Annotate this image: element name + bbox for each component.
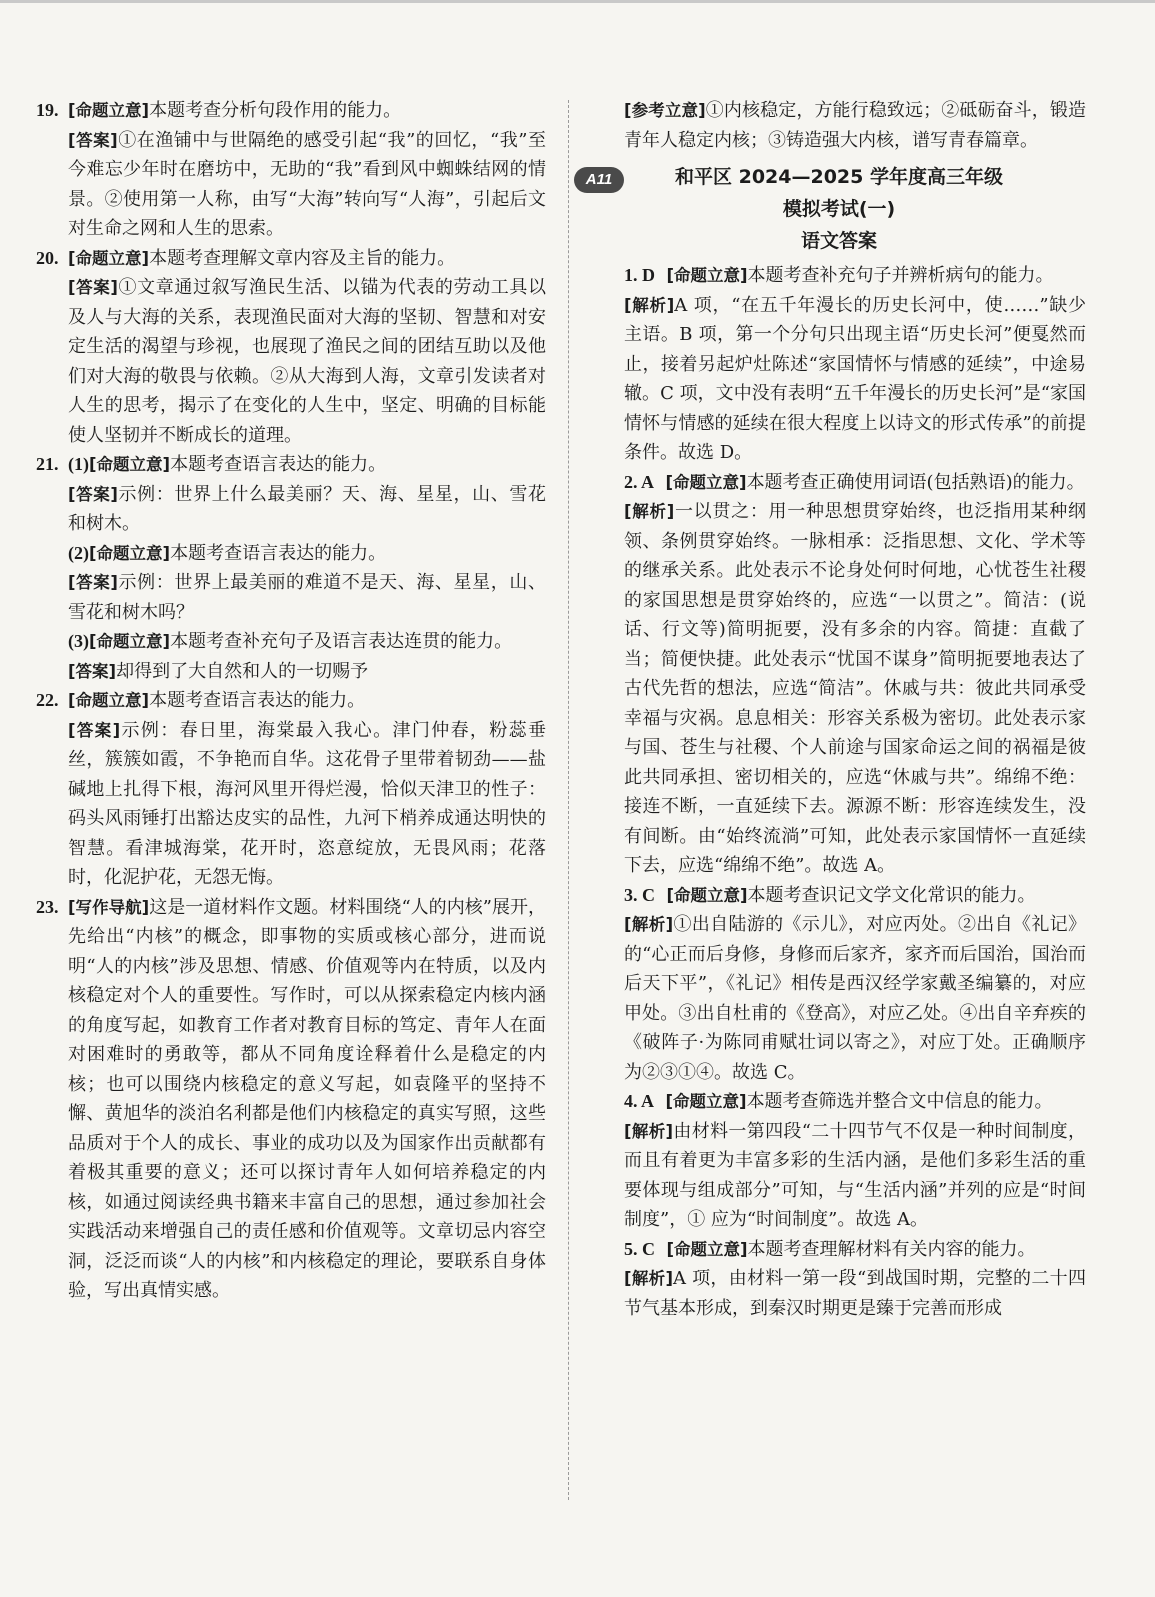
question-number: 4. A (624, 1091, 655, 1111)
answer-text: 示例：世界上最美丽的难道不是天、海、星星，山、雪花和树木吗？ (68, 572, 546, 623)
analysis-label: [解析] (624, 295, 675, 315)
part-number: (2) (68, 542, 89, 563)
reference-label: [参考立意] (624, 101, 706, 120)
part-number: (3) (68, 631, 89, 651)
tag-text: 本题考查正确使用词语(包括熟语)的能力。 (746, 471, 1085, 493)
top-edge (0, 0, 1155, 3)
answer-text: 示例：世界上什么最美丽？天、海、星星，山、雪花和树木。 (68, 483, 546, 534)
tag-text: 本题考查语言表达的能力。 (149, 690, 366, 711)
tag-text: 本题考查语言表达的能力。 (170, 454, 387, 475)
section-header (585, 161, 1086, 257)
question-number: 5. C (624, 1238, 655, 1259)
analysis-label: [解析] (624, 502, 675, 521)
analysis-text: 一以贯之：用一种思想贯穿始终，也泛指用某种纲领、条例贯穿始终。一脉相承：泛指思想、文化、学术等的继承关系。此处表示不论身处何时何地，心忧苍生社稷的家国思想是贯穿始终的，应选“一以贯之”。简洁：(说话、行文等)简明扼要，没有多余的内容。简捷：直截了当；简便快捷。此处表示“忧国不谋身”简明扼要地表达了古代先哲的想法，应选“简洁”。休戚与共：彼此共同承受幸福与灾祸。息息相关：形容关系极为密切。此处表示家与国、苍生与社稷、个人前途与国家命运之间的祸福是彼此共同承担、密切相关的，应选“休戚与共”。绵绵不绝：接连不断，一直延续下去。源源不断：形容连续发生，没有间断。由“始终流淌”可知，此处表示家国情怀一直延续下去，应选“绵绵不绝”。故选 A。 (624, 501, 1086, 876)
answer-text: ①在渔铺中与世隔绝的感受引起“我”的回忆，“我”至今难忘少年时在磨坊中，无助的“我”看到风中蜘蛛结网的情景。②使用第一人称，由写“大海”转向写“人海”，引起后文对生命之网和人生的思索。 (68, 129, 546, 239)
reference-text: ①内核稳定，方能行稳致远；②砥砺奋斗，锻造青年人稳定内核；③铸造强大内核，谱写青春篇章。 (624, 100, 1087, 151)
answer-2 (592, 468, 1086, 881)
analysis-text: 由材料一第四段“二十四节气不仅是一种时间制度，而且有着更为丰富多彩的生活内涵，是他们多彩生活的重要体现与组成部分”可知，与“生活内涵”并列的应是“时间制度”，① 应为“时间制度”。故选 A。 (624, 1120, 1086, 1230)
answer-label: [答案] (68, 661, 117, 681)
answer-heading: 语文答案 (800, 230, 877, 252)
tag-label: [命题立意] (89, 543, 171, 563)
question-number: 2. A (624, 471, 655, 492)
answer-label: [答案] (68, 573, 118, 592)
analysis-label: [解析] (624, 915, 674, 934)
question-number: 19. (36, 100, 59, 120)
exam-title: 和平区 2024—2025 学年度高三年级 (675, 166, 1003, 188)
tag-label: [命题立意] (68, 248, 150, 268)
question-number: 1. D (624, 265, 655, 285)
analysis-text: ①出自陆游的《示儿》，对应丙处。②出自《礼记》的“心正而后身修，身修而后家齐，家齐而后国治，国治而后天下平”，《礼记》相传是西汉经学家戴圣编纂的，对应甲处。③出自杜甫的《登高》，对应乙处。④出自辛弃疾的《破阵子·为陈同甫赋壮词以寄之》，对应丁处。正确顺序为②③①④。故选 C。 (624, 914, 1087, 1083)
tag-text: 本题考查补充句子并辨析病句的能力。 (747, 265, 1054, 286)
left-column (36, 96, 546, 1306)
column-divider (568, 100, 569, 1500)
tag-text: 本题考查补充句子及语言表达连贯的能力。 (170, 631, 513, 652)
tag-text: 本题考查识记文学文化常识的能力。 (747, 884, 1036, 906)
answer-text: 示例：春日里，海棠最入我心。津门仲春，粉蕊垂丝，簇簇如霞，不争艳而自华。这花骨子里带着韧劲——盐碱地上扎得下根，海河风里开得烂漫，恰似天津卫的性子：码头风雨锤打出豁达皮实的品性，九河下梢养成通达明快的智慧。看津城海棠，花开时，恣意绽放，无畏风雨；花落时，化泥护花，无怨无悔。 (68, 719, 546, 888)
answer-1 (592, 261, 1086, 468)
answer-text: 却得到了大自然和人的一切赐予 (116, 660, 369, 682)
analysis-text: A 项，“在五千年漫长的历史长河中，使……”缺少主语。B 项，第一个分句只出现主语“历史长河”便戛然而止，接着另起炉灶陈述“家国情怀与情感的延续”，中途易辙。C 项，文中没有表明“五千年漫长的历史长河”是“家国情怀与情感的延续在很大程度上以诗文的形式传承”的前提条件。故选 D。 (624, 294, 1086, 463)
answer-label: [答案] (68, 278, 118, 297)
part-number: (1) (68, 454, 89, 474)
tag-label: [命题立意] (68, 101, 150, 120)
tag-label: [命题立意] (666, 266, 748, 285)
tag-label: [命题立意] (68, 691, 150, 710)
answer-20 (36, 244, 546, 451)
question-number: 22. (36, 690, 59, 710)
answer-label: [答案] (68, 130, 118, 150)
analysis-text: A 项，由材料一第一段“到战国时期，完整的二十四节气基本形成，到秦汉时期更是臻于完善而形成 (624, 1268, 1086, 1319)
answer-3 (592, 881, 1086, 1088)
right-column (585, 96, 1087, 1323)
answer-5 (592, 1235, 1086, 1324)
answer-22 (36, 686, 546, 893)
tag-label: [命题立意] (665, 1092, 747, 1111)
tag-text: 本题考查理解材料有关内容的能力。 (747, 1238, 1036, 1260)
tag-text: 本题考查筛选并整合文中信息的能力。 (746, 1091, 1053, 1112)
question-number: 20. (36, 247, 59, 268)
answer-19 (36, 96, 546, 244)
analysis-label: [解析] (624, 1269, 674, 1288)
section-badge: A11 (574, 167, 624, 193)
reference-theme (592, 96, 1086, 155)
tag-label: [命题立意] (89, 632, 171, 651)
tag-label: [命题立意] (666, 1239, 748, 1259)
analysis-label: [解析] (624, 1121, 674, 1141)
tag-label: [命题立意] (89, 455, 171, 474)
tag-text: 本题考查分析句段作用的能力。 (149, 100, 402, 121)
answer-label: [答案] (68, 720, 121, 740)
answer-label: [答案] (68, 484, 118, 504)
tag-label: [写作导航] (68, 897, 150, 917)
answer-21 (36, 450, 546, 686)
answer-4 (592, 1087, 1086, 1235)
tag-label: [命题立意] (666, 885, 748, 905)
tag-label: [命题立意] (665, 472, 747, 492)
exam-subtitle: 模拟考试(一) (782, 198, 896, 220)
tag-text: 本题考查语言表达的能力。 (170, 542, 387, 564)
question-number: 3. C (624, 884, 655, 905)
answer-23 (36, 893, 546, 1306)
answer-text: ①文章通过叙写渔民生活、以锚为代表的劳动工具以及人与大海的关系，表现渔民面对大海的坚韧、智慧和对安定生活的渴望与珍视，也展现了渔民之间的团结互助以及他们对大海的敬畏与依赖。②从大海到人海，文章引发读者对人生的思考，揭示了在变化的人生中，坚定、明确的目标能使人坚韧并不断成长的道理。 (68, 277, 546, 446)
tag-text: 本题考查理解文章内容及主旨的能力。 (149, 247, 456, 269)
tag-text: 这是一道材料作文题。材料围绕“人的内核”展开，先给出“内核”的概念，即事物的实质或核心部分，进而说明“人的内核”涉及思想、情感、价值观等内在特质，以及内核稳定对个人的重要性。写作时，可以从探索稳定内核内涵的角度写起，如教育工作者对教育目标的笃定、青年人在面对困难时的勇敢等，都从不同角度诠释着什么是稳定的内核；也可以围绕内核稳定的意义写起，如袁隆平的坚持不懈、黄旭华的淡泊名利都是他们内核稳定的真实写照，这些品质对于个人的成长、事业的成功以及为国家作出贡献都有着极其重要的意义；还可以探讨青年人如何培养稳定的内核，如通过阅读经典书籍来丰富自己的思想，通过参加社会实践活动来增强自己的责任感和价值观等。文章切忌内容空洞，泛泛而谈“人的内核”和内核稳定的理论，要联系自身体验，写出真情实感。 (68, 896, 546, 1301)
question-number: 23. (36, 896, 59, 917)
question-number: 21. (36, 454, 59, 474)
